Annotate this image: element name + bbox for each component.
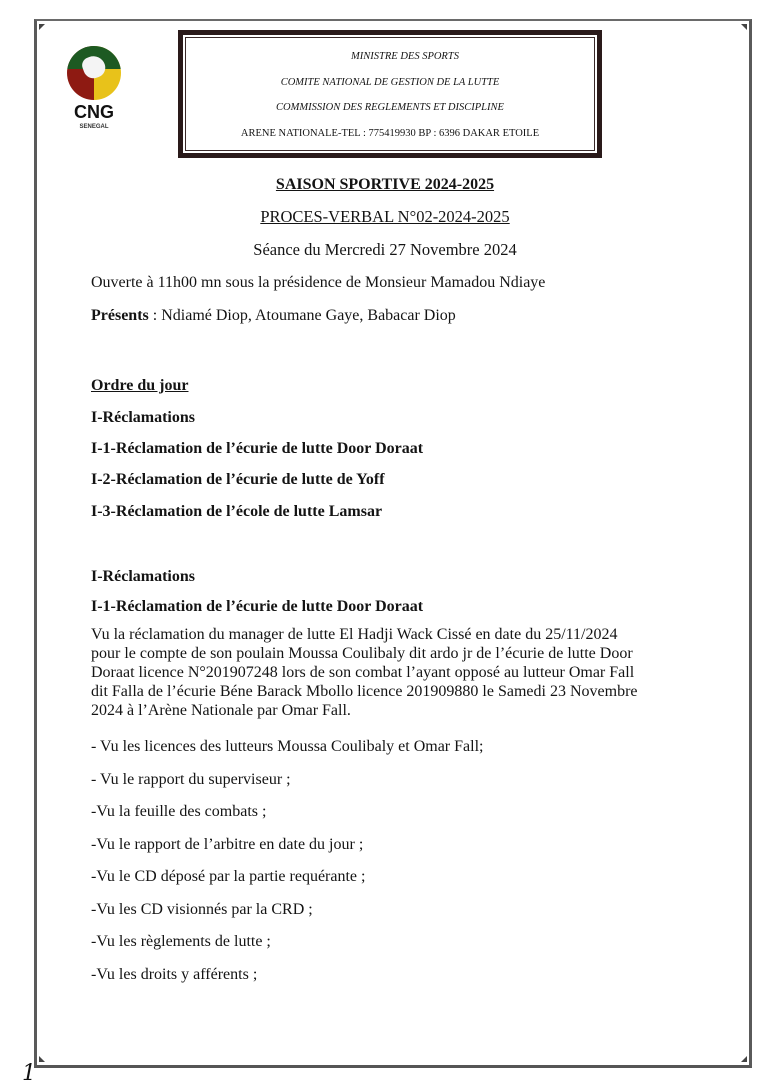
consideration-item: -Vu les règlements de lutte ; xyxy=(91,933,271,950)
agenda-item: I-Réclamations xyxy=(91,409,195,426)
section-heading: I-Réclamations xyxy=(91,568,195,585)
consideration-item: -Vu les CD visionnés par la CRD ; xyxy=(91,900,313,918)
attendees-names: Ndiamé Diop, Atoumane Gaye, Babacar Diop xyxy=(161,307,456,324)
agenda-item: I-1-Réclamation de l’écurie de lutte Door Doraat xyxy=(91,440,424,457)
session-date: Séance du Mercredi 27 Novembre 2024 xyxy=(253,240,517,259)
section-subheading: I-1-Réclamation de l’écurie de lutte Door Doraat xyxy=(91,598,424,615)
complaint-line: Vu la réclamation du manager de lutte El Hadji Wack Cissé en date du 25/11/2024 xyxy=(91,626,618,643)
considerations-list xyxy=(91,737,483,997)
agenda-item: I-2-Réclamation de l’écurie de lutte de Yoff xyxy=(91,471,385,488)
complaint-line: dit Falla de l’écurie Béne Barack Mbollo licence 201909880 le Samedi 23 Novembre xyxy=(91,683,638,700)
page-number: 1 xyxy=(22,1061,36,1086)
consideration-item: -Vu le rapport de l’arbitre en date du jour ; xyxy=(91,835,364,853)
attendees-label: Présents xyxy=(91,307,149,324)
logo-initials: CNG xyxy=(74,102,114,122)
letterhead-committee: COMITE NATIONAL DE GESTION DE LA LUTTE xyxy=(280,77,500,88)
corner-mark xyxy=(741,24,747,30)
letterhead-commission: COMMISSION DES REGLEMENTS ET DISCIPLINE xyxy=(276,102,504,113)
logo-subtext: SENEGAL xyxy=(79,124,109,130)
wrestler-figure-icon xyxy=(80,53,108,81)
attendees-line xyxy=(91,306,456,326)
corner-mark xyxy=(39,1056,45,1062)
cng-logo xyxy=(58,46,130,132)
complaint-line: Doraat licence N°201907248 lors de son combat l’ayant opposé au lutteur Omar Fall xyxy=(91,664,635,681)
consideration-item: -Vu les droits y afférents ; xyxy=(91,965,258,983)
wrestler-emblem-icon xyxy=(67,46,121,100)
complaint-line: 2024 à l’Arène Nationale par Omar Fall. xyxy=(91,702,351,719)
letterhead-contact: ARENE NATIONALE-TEL : 775419930 BP : 6396 DAKAR ETOILE xyxy=(240,128,540,139)
pv-title: PROCES-VERBAL N°02-2024-2025 xyxy=(260,207,510,226)
agenda-heading: Ordre du jour xyxy=(91,377,189,394)
corner-mark xyxy=(741,1056,747,1062)
letterhead-ministry: MINISTRE DES SPORTS xyxy=(351,51,459,62)
complaint-paragraph xyxy=(91,625,638,720)
opening-statement: Ouverte à 11h00 mn sous la présidence de Monsieur Mamadou Ndiaye xyxy=(91,274,546,291)
letterhead-box xyxy=(178,30,602,158)
consideration-item: -Vu le CD déposé par la partie requérante ; xyxy=(91,868,366,885)
season-title: SAISON SPORTIVE 2024-2025 xyxy=(275,176,495,193)
agenda-item: I-3-Réclamation de l’école de lutte Lamsar xyxy=(91,503,383,520)
consideration-item: - Vu les licences des lutteurs Moussa Coulibaly et Omar Fall; xyxy=(91,738,484,755)
attendees-separator: : xyxy=(148,307,162,324)
complaint-line: pour le compte de son poulain Moussa Coulibaly dit ardo jr de l’écurie de lutte Door xyxy=(91,645,633,662)
corner-mark xyxy=(39,24,45,30)
consideration-item: - Vu le rapport du superviseur ; xyxy=(91,770,291,788)
consideration-item: -Vu la feuille des combats ; xyxy=(91,803,267,820)
